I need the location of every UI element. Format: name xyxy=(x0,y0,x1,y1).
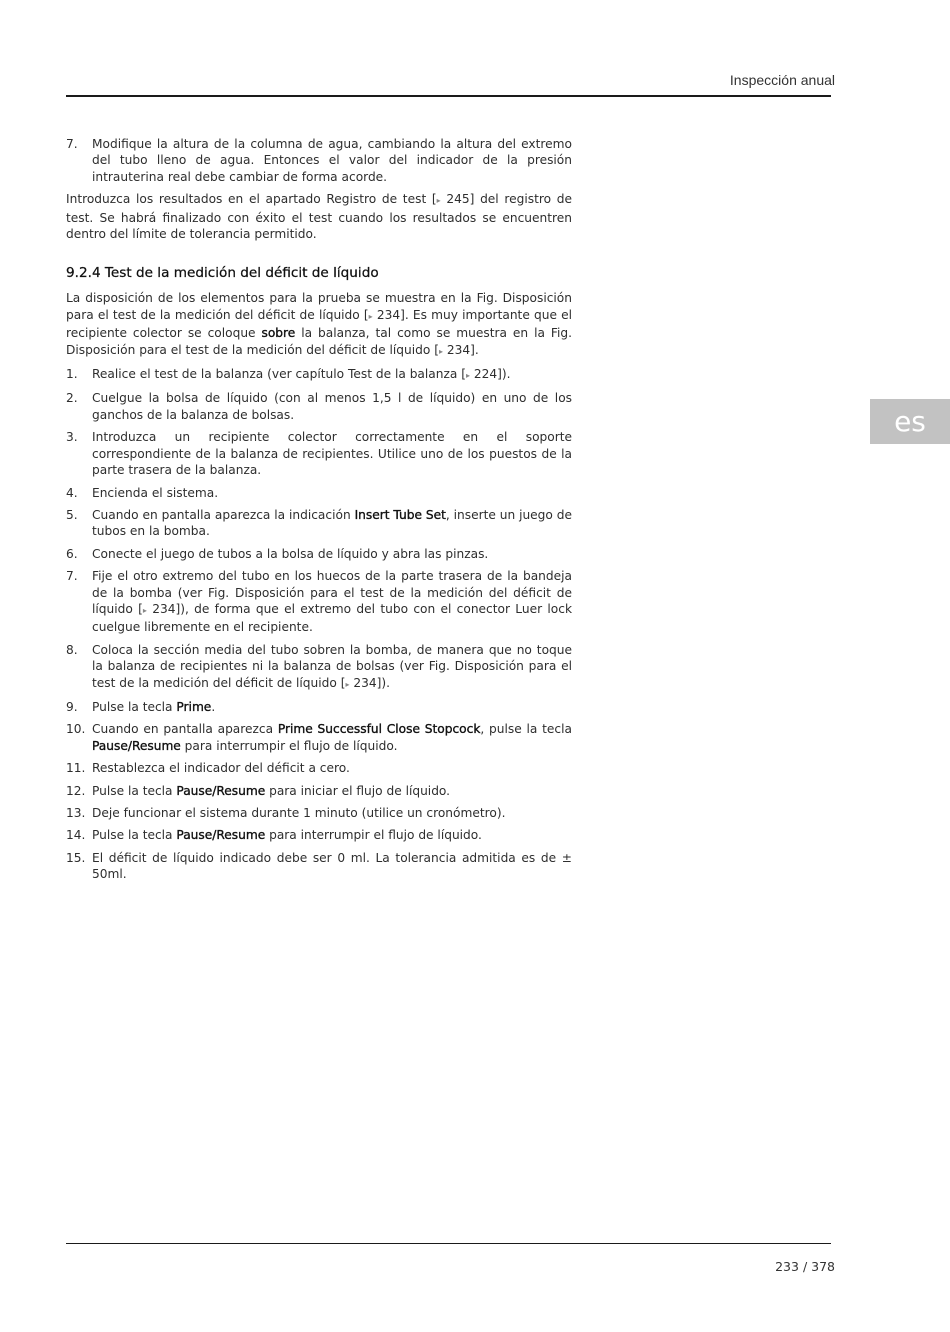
step-number: 11. xyxy=(66,761,86,776)
step-number: 4. xyxy=(66,485,78,500)
page-ref-link[interactable]: 234 xyxy=(353,675,377,690)
ref-arrow-icon: ▸ xyxy=(436,196,441,206)
step-number: 3. xyxy=(66,430,78,445)
ref-arrow-icon: ▸ xyxy=(345,679,350,689)
language-tab[interactable]: es xyxy=(870,399,950,444)
paragraph-text: ]. xyxy=(470,342,479,357)
step-item xyxy=(66,805,572,821)
ref-arrow-icon: ▸ xyxy=(438,346,443,356)
step-item xyxy=(66,642,572,693)
step-text: Restablezca el indicador del déficit a cero. xyxy=(92,761,350,776)
paragraph-text: ] del registro de test. Se habrá finalizado con éxito el test cuando los resultados se encuentren dentro del límite de tolerancia permitido. xyxy=(66,192,572,242)
page-header-title: Inspección anual xyxy=(729,72,835,88)
results-paragraph xyxy=(66,191,572,242)
step-text: Coloca la sección media del tubo sobren la bomba, de manera que no toque la balanza de recipientes ni la balanza de bolsas (ver Fig. Disposición para el test de la medición del déficit de líquido [▸ 234]). xyxy=(92,642,572,690)
step-text: Cuando en pantalla aparezca la indicación Insert Tube Set, inserte un juego de tubos en la bomba. xyxy=(92,507,572,539)
ref-arrow-icon: ▸ xyxy=(142,605,147,615)
ui-label-text: Insert Tube Set xyxy=(354,507,446,522)
step-item xyxy=(66,366,572,384)
step-item xyxy=(66,721,572,754)
key-label-text: Pause/Resume xyxy=(176,828,266,843)
paragraph-text: ]. Es muy importante que el recipiente colector se coloque xyxy=(66,307,572,341)
section-heading: 9.2.4 Test de la medición del déficit de líquido xyxy=(66,265,379,282)
step-item xyxy=(66,390,572,423)
ref-arrow-icon: ▸ xyxy=(465,371,470,381)
page-ref-link[interactable]: 234 xyxy=(152,601,176,616)
step-number: 10. xyxy=(66,722,86,737)
page-number: 233 / 378 xyxy=(775,1259,835,1274)
step-number: 1. xyxy=(66,367,78,382)
step-number: 12. xyxy=(66,783,86,798)
step-number: 14. xyxy=(66,828,86,843)
step-text: Cuando en pantalla aparezca Prime Successful Close Stopcock, pulse la tecla Pause/Resume para interrumpir el flujo de líquido. xyxy=(92,722,572,753)
emphasis-text: sobre xyxy=(261,326,296,341)
step-text: Pulse la tecla Pause/Resume para interrumpir el flujo de líquido. xyxy=(92,828,482,843)
step-item xyxy=(66,568,572,636)
step-text: Deje funcionar el sistema durante 1 minuto (utilice un cronómetro). xyxy=(92,806,506,820)
step-item xyxy=(66,507,572,540)
step-number: 5. xyxy=(66,507,78,522)
step-item xyxy=(66,760,572,776)
step-item xyxy=(66,850,572,883)
step-number: 8. xyxy=(66,642,78,657)
ui-label-text: Prime Successful Close Stopcock xyxy=(277,722,481,737)
step-number: 6. xyxy=(66,546,78,561)
list-text: Modifique la altura de la columna de agua, cambiando la altura del extremo del tubo lleno de agua. Entonces el valor del indicador de la presión intrauterina real debe cambiar de forma acorde. xyxy=(92,137,572,184)
step-item xyxy=(66,485,572,501)
ref-arrow-icon: ▸ xyxy=(368,311,373,321)
step-number: 13. xyxy=(66,806,86,820)
step-text: Encienda el sistema. xyxy=(92,485,219,500)
footer-rule xyxy=(66,1243,831,1244)
document-body xyxy=(66,136,572,889)
paragraph-text: la balanza, tal como se muestra en la Fig. Disposición para el test de la medición del déficit de líquido [ xyxy=(66,326,572,357)
step-text: Realice el test de la balanza (ver capítulo Test de la balanza [▸ 224]). xyxy=(92,367,511,382)
list-item xyxy=(66,136,572,185)
step-item xyxy=(66,546,572,562)
step-text: Pulse la tecla Pause/Resume para iniciar el flujo de líquido. xyxy=(92,783,451,798)
step-item xyxy=(66,783,572,799)
step-text: Pulse la tecla Prime. xyxy=(92,699,216,714)
step-number: 9. xyxy=(66,699,78,714)
step-text: Fije el otro extremo del tubo en los huecos de la parte trasera de la bandeja de la bomba (ver Fig. Disposición para el test de la medición del déficit de líquido [▸ 234]), de forma que el extremo del tubo con el conector Luer lock cuelgue libremente en el recipiente. xyxy=(92,569,572,635)
step-number: 2. xyxy=(66,391,78,406)
step-text: El déficit de líquido indicado debe ser 0 ml. La tolerancia admitida es de ± 50ml. xyxy=(92,850,572,882)
step-text: Introduzca un recipiente colector correctamente en el soporte correspondiente de la balanza de recipientes. Utilice uno de los puestos de la parte trasera de la balanza. xyxy=(92,430,572,478)
step-item xyxy=(66,827,572,843)
key-label-text: Prime xyxy=(176,699,212,714)
step-number: 15. xyxy=(66,850,86,865)
page-ref-link[interactable]: 234 xyxy=(446,342,471,357)
page-ref-link[interactable]: 245 xyxy=(446,192,470,207)
step-text: Cuelgue la bolsa de líquido (con al menos 1,5 l de líquido) en uno de los ganchos de la balanza de bolsas. xyxy=(92,391,572,422)
step-item xyxy=(66,429,572,478)
paragraph-text: Introduzca los resultados en el apartado Registro de test [ xyxy=(66,192,437,207)
section-intro-paragraph xyxy=(66,290,572,360)
step-text: Conecte el juego de tubos a la bolsa de líquido y abra las pinzas. xyxy=(92,546,489,561)
step-item xyxy=(66,699,572,715)
page-ref-link[interactable]: 224 xyxy=(473,367,498,382)
list-number: 7. xyxy=(66,137,78,151)
key-label-text: Pause/Resume xyxy=(92,738,181,753)
key-label-text: Pause/Resume xyxy=(176,783,266,798)
step-number: 7. xyxy=(66,569,78,584)
header-rule xyxy=(66,95,831,97)
page-ref-link[interactable]: 234 xyxy=(376,307,401,322)
paragraph-text: La disposición de los elementos para la prueba se muestra en la Fig. Disposición para el test de la medición del déficit de líquido [ xyxy=(66,291,572,322)
